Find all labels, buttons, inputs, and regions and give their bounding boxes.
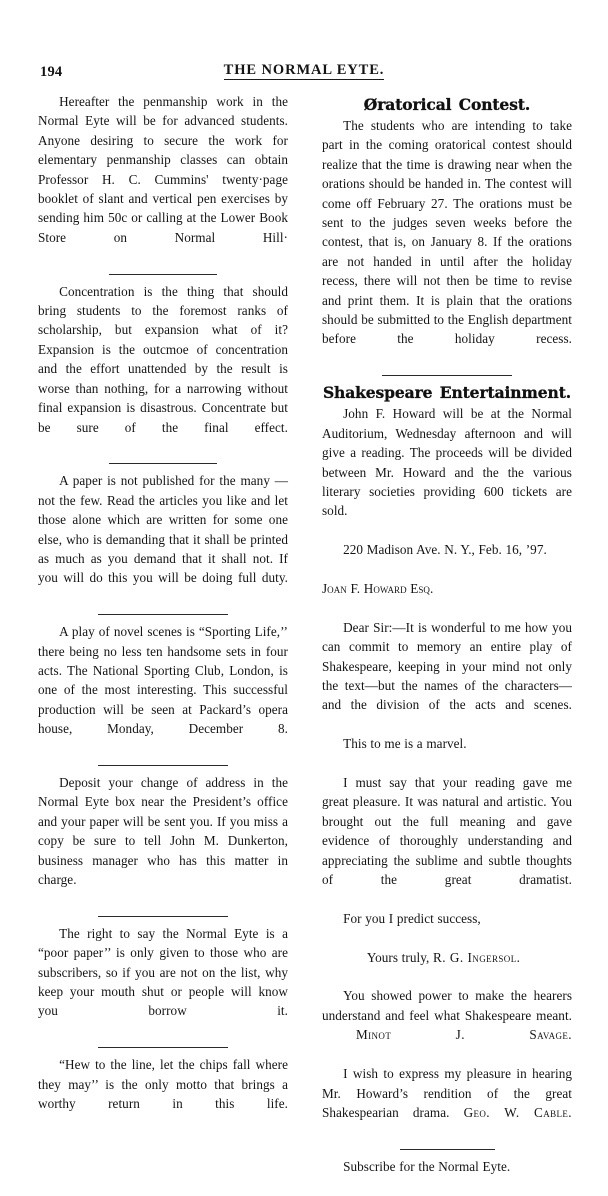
signature-name: R. G. Ingersol.: [433, 949, 521, 965]
paragraph-divider: [98, 1047, 228, 1048]
section-divider: [382, 375, 512, 376]
subscribe-line: Subscribe for the Normal Eyte.: [343, 1158, 511, 1174]
letter-body-wonderful: Dear Sir:—It is wonderful to me how you can commit to memory an entire play of Shakespeare, keeping in your mind not only the text—but the names of the characters—and the division of the acts and scenes.: [322, 619, 572, 713]
paragraph-change-of-address: Deposit your change of address in the Normal Eyte box near the President’s office and your paper will be sent you. If you miss a copy be sure to tell John M. Dunkerton, business manager who has this matter in charge.: [38, 775, 288, 888]
paragraph-divider: [109, 463, 217, 464]
letter-body-reading-pleasure: I must say that your reading gave me great pleasure. It was natural and artistic. You brought out the full meaning and gave evidence of thoroughly understanding and appreciating the sublime and subtle thoughts of the great dramatist.: [322, 775, 572, 888]
running-head: [0, 62, 608, 84]
signature-closing: Yours truly,: [366, 949, 430, 965]
letter-body-express-pleasure: [322, 1064, 572, 1142]
section-divider: [400, 1149, 495, 1150]
paragraph-shakespeare-entertainment: John F. Howard will be at the Normal Auditorium, Wednesday afternoon and will give a reading. The proceeds will be divided between Mr. Howard and the the various literary societies providing 600 tickets are sold.: [322, 406, 572, 519]
running-title-text: THE NORMAL EYTE.: [223, 62, 385, 78]
left-column: [38, 92, 288, 1196]
running-title: [0, 62, 608, 79]
paragraph-penmanship: Hereafter the penmanship work in the Normal Eyte will be for advanced students. Anyone desiring to secure the work for elementary penmanship classes can obtain Professor H. C. Cummins' twenty·page booklet of slant and vertical pen exercises by sending him 50c or calling at the Lower Book Store on Normal Hill·: [38, 94, 288, 245]
letter-body-text: I wish to express my pleasure in hearing Mr. Howard’s rendition of the great Shakespearian drama.: [322, 1066, 572, 1120]
letter-body-marvel: This to me is a marvel.: [343, 736, 467, 752]
paragraph-divider: [98, 765, 228, 766]
paragraph-concentration: Concentration is the thing that should bring students to the foremost ranks of scholarship, but expansion what of it? Expansion is the outcmoe of concentration and the effort unattended by the result is worse than nothing, for a narrowing without final expansion is disastrous. Concentrate but be sure of the final effect.: [38, 283, 288, 435]
letter-body-predict-success: For you I predict success,: [343, 910, 481, 926]
page-number: 194: [40, 64, 63, 80]
letter-body-text: You showed power to make the hearers understand and feel what Shakespeare meant.: [322, 988, 572, 1023]
paragraph-hew-to-the-line: “Hew to the line, let the chips fall where they may’’ is the only motto that brings a worthy return in this life.: [38, 1057, 288, 1112]
section-heading-shakespeare-entertainment: Shakespeare Entertainment.: [322, 383, 572, 403]
paragraph-sporting-life: A play of novel scenes is “Sporting Life,’’ there being no less ten handsome sets in four acts. The National Sporting Club, London, is one of the most interesting. This successful production will be seen at Packard’s opera house, Monday, December 8.: [38, 624, 288, 737]
letter-body-showed-power: [322, 986, 572, 1064]
right-column: [322, 92, 572, 1196]
paragraph-divider: [109, 274, 217, 275]
letter-addressee: Joan F. Howard Esq.: [322, 580, 434, 596]
paragraph-divider: [98, 614, 228, 615]
body-columns: [38, 92, 572, 1196]
signature-name-savage: Minot J. Savage.: [356, 1027, 572, 1043]
section-heading-oratorical-contest: Øratorical Contest.: [363, 95, 531, 114]
letter-dateline: 220 Madison Ave. N. Y., Feb. 16, ’97.: [343, 542, 547, 558]
paragraph-divider: [98, 916, 228, 917]
signature-name-cable: Geo. W. Cable.: [463, 1104, 572, 1120]
paragraph-poor-paper: The right to say the Normal Eyte is a “poor paper’’ is only given to those who are subscribers, so if you are not on the list, why keep your mouth shut or people will know you borrow it.: [38, 925, 288, 1019]
paragraph-paper-published: A paper is not published for the many —not the few. Read the articles you like and let those alone which are written for some one else, who is demanding that it shall be printed as much as you demand that it shall not. If you will do this you will be doing full duty.: [38, 473, 288, 586]
paragraph-oratorical-contest: The students who are intending to take part in the coming oratorical contest should realize that the time is drawing near when the orations should be handed in. The contest will come off February 27. The orations must be sent to the judges seven weeks before the contest, that is, on January 8. If the orations are not handed in until after the holiday recess, there will not then be time to revise and print them. It is plain that the orations should be submitted to the English department before the holiday recess.: [322, 118, 572, 347]
